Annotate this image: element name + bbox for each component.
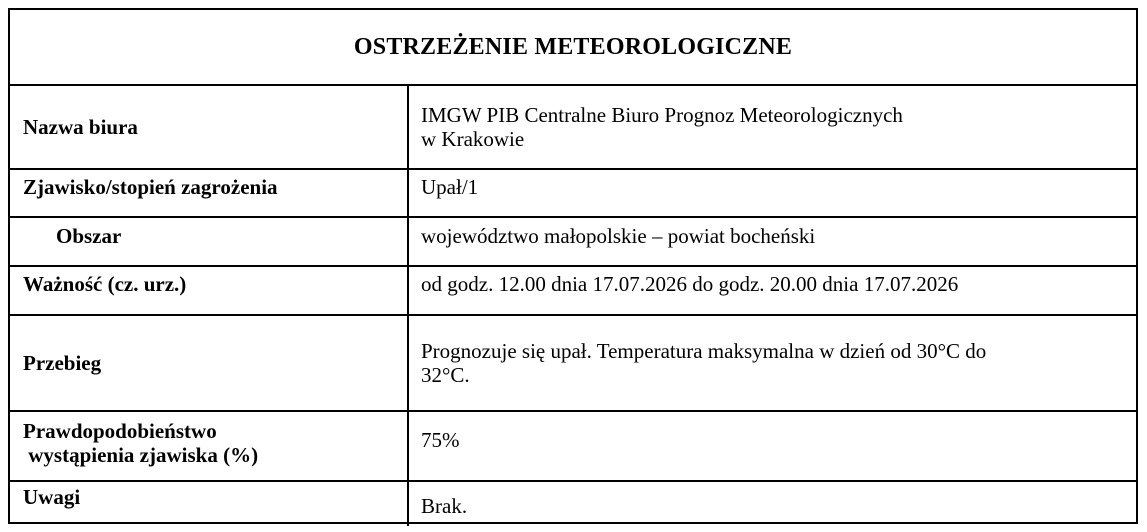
remarks-value: Brak. [407, 482, 1136, 526]
validity-value: od godz. 12.00 dnia 17.07.2026 do godz. 20.00 dnia 17.07.2026 [407, 267, 1136, 314]
table-row-course [10, 314, 1136, 410]
probability-label: Prawdopodobieństwo wystąpienia zjawiska (%) [23, 419, 259, 467]
probability-value: 75% [407, 412, 1136, 480]
phenomenon-value: Upał/1 [407, 170, 1136, 216]
table-row-remarks [10, 480, 1136, 526]
area-label: Obszar [56, 224, 122, 248]
warning-document [8, 8, 1138, 524]
table-row-phenomenon [10, 168, 1136, 216]
course-label: Przebieg [23, 351, 102, 375]
phenomenon-label: Zjawisko/stopień zagrożenia [23, 175, 278, 199]
course-value: Prognozuje się upał. Temperatura maksymalna w dzień od 30°C do 32°C. [407, 316, 1136, 410]
area-value: województwo małopolskie – powiat bocheński [407, 218, 1136, 265]
table-row-validity [10, 265, 1136, 314]
document-title: OSTRZEŻENIE METEOROLOGICZNE [353, 33, 793, 60]
remarks-label: Uwagi [23, 485, 81, 509]
validity-label: Ważność (cz. urz.) [23, 272, 187, 296]
office-value: IMGW PIB Centralne Biuro Prognoz Meteorologicznych w Krakowie [407, 86, 1136, 168]
table-row-office [10, 84, 1136, 168]
office-label: Nazwa biura [23, 115, 138, 139]
table-row-area [10, 216, 1136, 265]
table-row-probability [10, 410, 1136, 480]
